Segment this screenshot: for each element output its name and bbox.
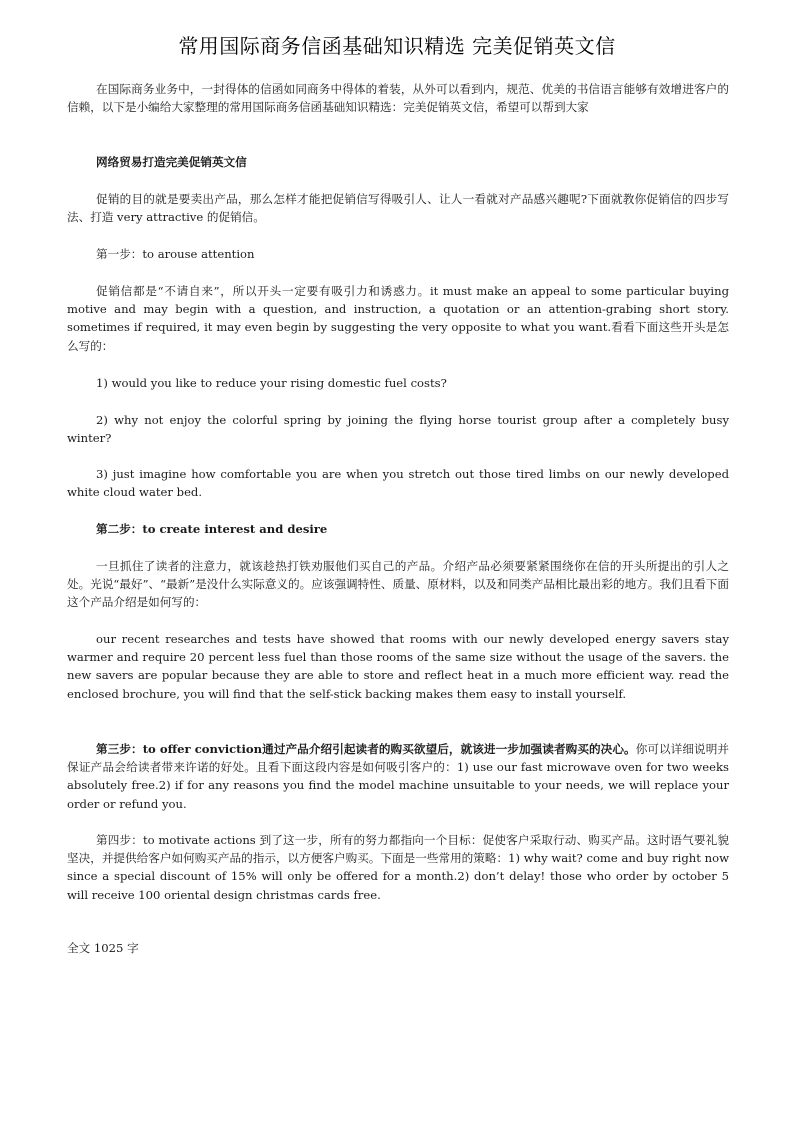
- page-title: 常用国际商务信函基础知识精选 完美促销英文信: [178, 34, 616, 58]
- step-one-heading: 第一步：to arouse attention: [96, 247, 255, 261]
- step-two-heading: 第二步：to create interest and desire: [96, 522, 328, 536]
- example-item-3: 3) just imagine how comfortable you are when you stretch out those tired limbs on our newly developed white cloud water bed.: [67, 467, 729, 500]
- product-example-paragraph: our recent researches and tests have showed that rooms with our newly developed energy savers stay warmer and require 20 percent less fuel than those rooms of the same size without the usage of the savers. the new savers are popular because they are able to store and reflect heat in a much more efficient way. read the enclosed brochure, you will find that the self-stick backing makes them easy to install yourself.: [67, 632, 729, 701]
- intro-paragraph: 在国际商务业务中，一封得体的信函如同商务中得体的着装，从外可以看到内，规范、优美的书信语言能够有效增进客户的信赖，以下是小编给大家整理的常用国际商务信函基础知识精选：完美促销英文信，希望可以帮到大家: [67, 82, 729, 115]
- example-item-1: 1) would you like to reduce your rising domestic fuel costs?: [96, 376, 447, 390]
- example-item-2: 2) why not enjoy the colorful spring by joining the flying horse tourist group after a completely busy winter?: [67, 413, 729, 446]
- step-one-paragraph: 促销信都是“不请自来”，所以开头一定要有吸引力和诱惑力。it must make an appeal to some particular buying motive and may begin with a question, and instruction, a quotation or an attention-grabing short story. sometimes if required, it may even begin by suggesting the very opposite to what you want.看看下面这些开头是怎么写的：: [67, 284, 729, 353]
- section-heading: 网络贸易打造完美促销英文信: [96, 155, 247, 169]
- step-three-paragraph: [67, 740, 729, 813]
- step-two-paragraph: 一旦抓住了读者的注意力，就该趁热打铁劝服他们买自己的产品。介绍产品必须要紧紧围绕你在信的开头所提出的引人之处。光说“最好”、“最新”是没什么实际意义的。应该强调特性、质量、原材料，以及和同类产品相比最出彩的地方。我们且看下面这个产品介绍是如何写的：: [67, 559, 729, 610]
- promo-purpose-paragraph: 促销的目的就是要卖出产品，那么怎样才能把促销信写得吸引人、让人一看就对产品感兴趣呢?下面就教你促销信的四步写法、打造 very attractive 的促销信。: [67, 192, 729, 225]
- word-count: 全文 1025 字: [67, 941, 139, 955]
- step-four-paragraph: 第四步：to motivate actions 到了这一步，所有的努力都指向一个目标：促使客户采取行动、购买产品。这时语气要礼貌坚决，并提供给客户如何购买产品的指示，以方便客户购买。下面是一些常用的策略：1) why wait? come and buy right now since a special discount of 15% will only be offered for a month.2) don’t delay! those who order by october 5 will receive 100 oriental design christmas cards free.: [67, 833, 729, 902]
- step-three-body: 你可以详细说明并保证产品会给读者带来许诺的好处。且看下面这段内容是如何吸引客户的：1) use our fast microwave oven for two weeks absolutely free.2) if for any reasons you find the model machine unsuitable to your needs, we will replace your order or refund you.: [67, 742, 729, 811]
- step-three-heading: 第三步：to offer conviction通过产品介绍引起读者的购买欲望后，就该进一步加强读者购买的决心。: [96, 742, 636, 756]
